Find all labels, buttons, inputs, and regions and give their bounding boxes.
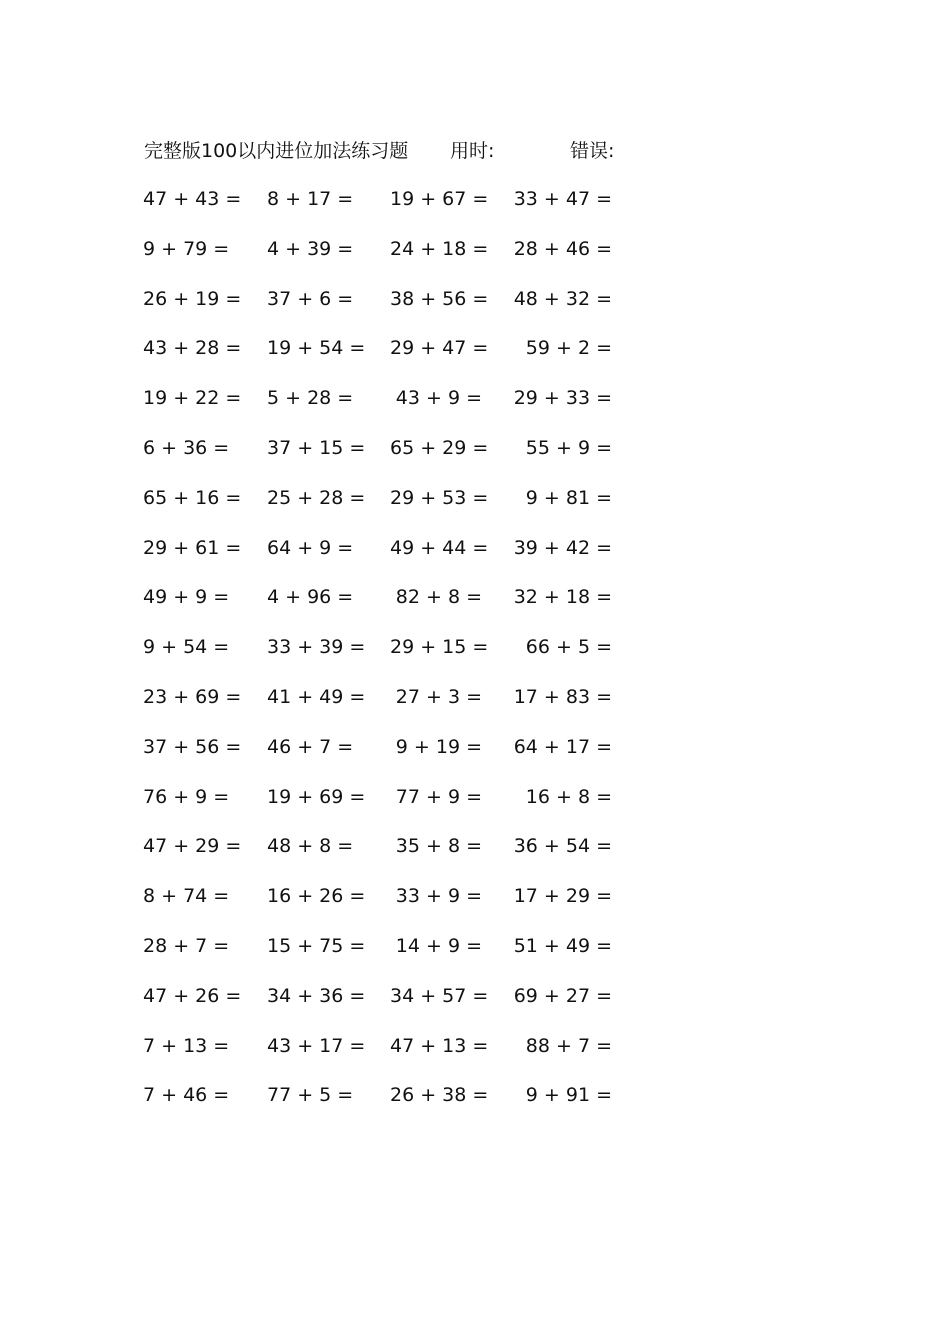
addition-problem: 25 + 28 = (267, 486, 366, 509)
addition-problem: 4 + 96 = (267, 586, 354, 609)
addition-problem: 65 + 29 = (390, 436, 489, 459)
addition-problem: 19 + 54 = (267, 337, 366, 360)
problem-row (0, 334, 950, 384)
addition-problem: 82 + 8 = (395, 586, 482, 609)
addition-problem: 5 + 28 = (267, 387, 354, 410)
addition-problem: 19 + 69 = (267, 785, 366, 808)
addition-problem: 77 + 5 = (267, 1084, 354, 1107)
addition-problem: 29 + 33 = (513, 387, 612, 410)
addition-problem: 76 + 9 = (143, 785, 230, 808)
problem-row (0, 932, 950, 982)
addition-problem: 23 + 69 = (143, 685, 242, 708)
addition-problem: 48 + 32 = (513, 287, 612, 310)
addition-problem: 16 + 8 = (525, 785, 612, 808)
addition-problem: 47 + 26 = (143, 984, 242, 1007)
addition-problem: 43 + 28 = (143, 337, 242, 360)
addition-problem: 47 + 13 = (390, 1034, 489, 1057)
addition-problem: 8 + 17 = (267, 188, 354, 210)
error-count-label: 错误: (570, 140, 615, 162)
addition-problem: 34 + 36 = (267, 984, 366, 1007)
addition-problem: 24 + 18 = (390, 237, 489, 260)
addition-problem: 37 + 6 = (267, 287, 354, 310)
addition-problem: 17 + 83 = (513, 685, 612, 708)
addition-problem: 28 + 7 = (143, 934, 230, 957)
addition-problem: 35 + 8 = (395, 835, 482, 858)
addition-problem: 19 + 22 = (143, 387, 242, 410)
worksheet-title: 完整版100以内进位加法练习题 (144, 140, 409, 162)
problem-row (0, 783, 950, 833)
addition-problem: 47 + 43 = (143, 188, 242, 210)
problem-row (0, 534, 950, 584)
addition-problem: 29 + 47 = (390, 337, 489, 360)
addition-problem: 33 + 39 = (267, 636, 366, 659)
addition-problem: 65 + 16 = (143, 486, 242, 509)
addition-problem: 19 + 67 = (390, 188, 489, 210)
addition-problem: 38 + 56 = (390, 287, 489, 310)
addition-problem: 17 + 29 = (513, 885, 612, 908)
problem-row (0, 484, 950, 534)
addition-problem: 33 + 47 = (513, 188, 612, 210)
addition-problem: 26 + 38 = (390, 1084, 489, 1107)
addition-problem: 37 + 56 = (143, 735, 242, 758)
problem-row (0, 1081, 950, 1131)
addition-problem: 26 + 19 = (143, 287, 242, 310)
addition-problem: 51 + 49 = (513, 934, 612, 957)
addition-problem: 16 + 26 = (267, 885, 366, 908)
addition-problem: 77 + 9 = (395, 785, 482, 808)
problem-row (0, 583, 950, 633)
problem-row (0, 733, 950, 783)
addition-problem: 43 + 17 = (267, 1034, 366, 1057)
addition-problem: 9 + 19 = (395, 735, 482, 758)
addition-problem: 15 + 75 = (267, 934, 366, 957)
addition-problem: 47 + 29 = (143, 835, 242, 858)
addition-problem: 14 + 9 = (395, 934, 482, 957)
problem-row (0, 235, 950, 285)
problem-row (0, 384, 950, 434)
addition-problem: 9 + 91 = (525, 1084, 612, 1107)
addition-problem: 41 + 49 = (267, 685, 366, 708)
addition-problem: 66 + 5 = (525, 636, 612, 659)
addition-problem: 33 + 9 = (395, 885, 482, 908)
addition-problem: 36 + 54 = (513, 835, 612, 858)
addition-problem: 28 + 46 = (513, 237, 612, 260)
addition-problem: 48 + 8 = (267, 835, 354, 858)
addition-problem: 6 + 36 = (143, 436, 230, 459)
problem-row (0, 285, 950, 335)
addition-problem: 46 + 7 = (267, 735, 354, 758)
addition-problem: 4 + 39 = (267, 237, 354, 260)
problem-row (0, 982, 950, 1032)
addition-problem: 9 + 54 = (143, 636, 230, 659)
problem-row (0, 434, 950, 484)
problem-row (0, 683, 950, 733)
problem-grid (0, 185, 950, 1131)
addition-problem: 7 + 46 = (143, 1084, 230, 1107)
addition-problem: 7 + 13 = (143, 1034, 230, 1057)
addition-problem: 39 + 42 = (513, 536, 612, 559)
addition-problem: 32 + 18 = (513, 586, 612, 609)
addition-problem: 29 + 53 = (390, 486, 489, 509)
problem-row (0, 633, 950, 683)
addition-problem: 64 + 9 = (267, 536, 354, 559)
addition-problem: 9 + 81 = (525, 486, 612, 509)
addition-problem: 55 + 9 = (525, 436, 612, 459)
addition-problem: 64 + 17 = (513, 735, 612, 758)
addition-problem: 34 + 57 = (390, 984, 489, 1007)
addition-problem: 43 + 9 = (395, 387, 482, 410)
addition-problem: 9 + 79 = (143, 237, 230, 260)
addition-problem: 69 + 27 = (513, 984, 612, 1007)
addition-problem: 27 + 3 = (395, 685, 482, 708)
problem-row (0, 185, 950, 235)
addition-problem: 8 + 74 = (143, 885, 230, 908)
addition-problem: 29 + 61 = (143, 536, 242, 559)
addition-problem: 37 + 15 = (267, 436, 366, 459)
addition-problem: 29 + 15 = (390, 636, 489, 659)
addition-problem: 49 + 9 = (143, 586, 230, 609)
time-used-label: 用时: (450, 140, 495, 162)
addition-problem: 88 + 7 = (525, 1034, 612, 1057)
problem-row (0, 832, 950, 882)
problem-row (0, 1032, 950, 1082)
problem-row (0, 882, 950, 932)
addition-problem: 49 + 44 = (390, 536, 489, 559)
addition-problem: 59 + 2 = (525, 337, 612, 360)
